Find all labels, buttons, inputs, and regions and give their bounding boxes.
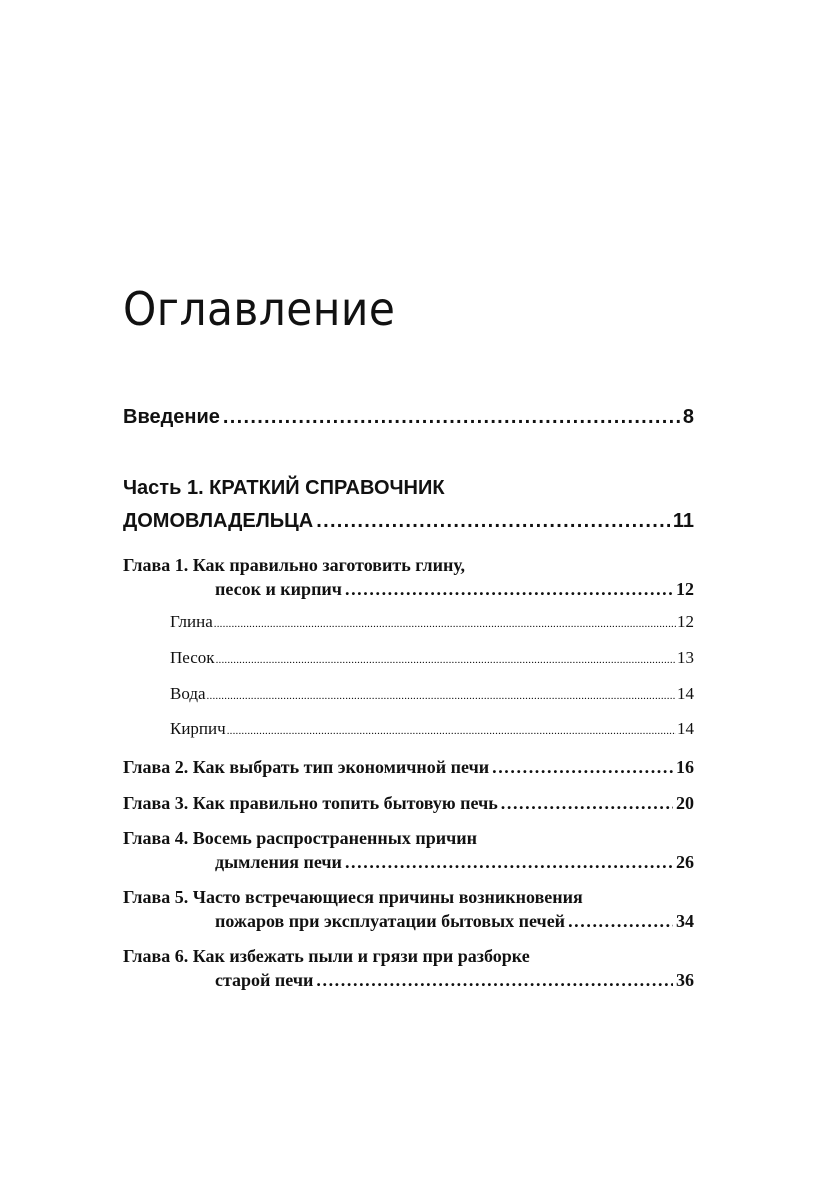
toc-page-number: 13 xyxy=(677,648,694,667)
toc-label: Часть 1. КРАТКИЙ СПРАВОЧНИК xyxy=(123,477,445,499)
toc-entry-chapter-2[interactable] xyxy=(123,755,694,779)
toc-page-number: 12 xyxy=(676,579,694,599)
dot-leader xyxy=(492,755,673,779)
dot-leader xyxy=(227,725,676,737)
toc-label: Глина xyxy=(170,612,213,631)
dot-leader xyxy=(568,909,673,933)
page-title: Оглавление xyxy=(123,282,396,336)
toc-label-continued: дымления печи xyxy=(215,852,342,872)
dot-leader xyxy=(216,654,676,666)
toc-label: Песок xyxy=(170,648,215,667)
toc-label: Глава 6. Как избежать пыли и грязи при разборке xyxy=(123,946,530,966)
toc-page-number: 16 xyxy=(676,757,694,777)
toc-label: Введение xyxy=(123,406,220,428)
toc-page-number: 26 xyxy=(676,852,694,872)
toc-label: Глава 1. Как правильно заготовить глину, xyxy=(123,555,466,575)
dot-leader xyxy=(214,618,676,630)
toc-page-number: 36 xyxy=(676,970,694,990)
toc-page-number: 20 xyxy=(676,793,694,813)
toc-entry-chapter-5[interactable] xyxy=(123,885,694,933)
toc-label-continued: старой печи xyxy=(215,970,314,990)
toc-entry-chapter-1[interactable] xyxy=(123,553,694,601)
toc-label: Глава 5. Часто встречающиеся причины возникновения xyxy=(123,887,583,907)
toc-label: Глава 4. Восемь распространенных причин xyxy=(123,828,477,848)
toc-entry-chapter-6[interactable] xyxy=(123,944,694,992)
toc-label: Вода xyxy=(170,684,206,703)
toc-entry-part1[interactable] xyxy=(123,472,694,538)
toc-entry-section-water[interactable] xyxy=(170,684,694,704)
dot-leader xyxy=(345,850,673,874)
toc-label: Глава 3. Как правильно топить бытовую печь xyxy=(123,793,498,813)
toc-entry-chapter-4[interactable] xyxy=(123,826,694,874)
toc-label-continued: пожаров при эксплуатации бытовых печей xyxy=(215,911,566,931)
dot-leader xyxy=(223,406,680,429)
toc-entry-chapter-3[interactable] xyxy=(123,791,694,815)
dot-leader xyxy=(316,505,670,538)
dot-leader xyxy=(207,690,676,702)
toc-entry-section-brick[interactable] xyxy=(170,719,694,739)
toc-page-number: 14 xyxy=(677,719,694,738)
toc-label: Кирпич xyxy=(170,719,226,738)
toc-page-number: 8 xyxy=(682,406,694,428)
toc-page-number: 14 xyxy=(677,684,694,703)
dot-leader xyxy=(345,577,673,601)
toc-entry-intro[interactable] xyxy=(123,406,694,429)
toc-label-continued: ДОМОВЛАДЕЛЬЦА xyxy=(123,510,314,532)
dot-leader xyxy=(316,968,673,992)
toc-label: Глава 2. Как выбрать тип экономичной печи xyxy=(123,757,490,777)
dot-leader xyxy=(501,791,673,815)
toc-label-continued: песок и кирпич xyxy=(215,579,342,599)
toc-page-number: 11 xyxy=(672,510,694,532)
toc-entry-section-clay[interactable] xyxy=(170,612,694,632)
toc-page-number: 12 xyxy=(677,612,694,631)
toc-entry-section-sand[interactable] xyxy=(170,648,694,668)
toc-page-number: 34 xyxy=(676,911,694,931)
